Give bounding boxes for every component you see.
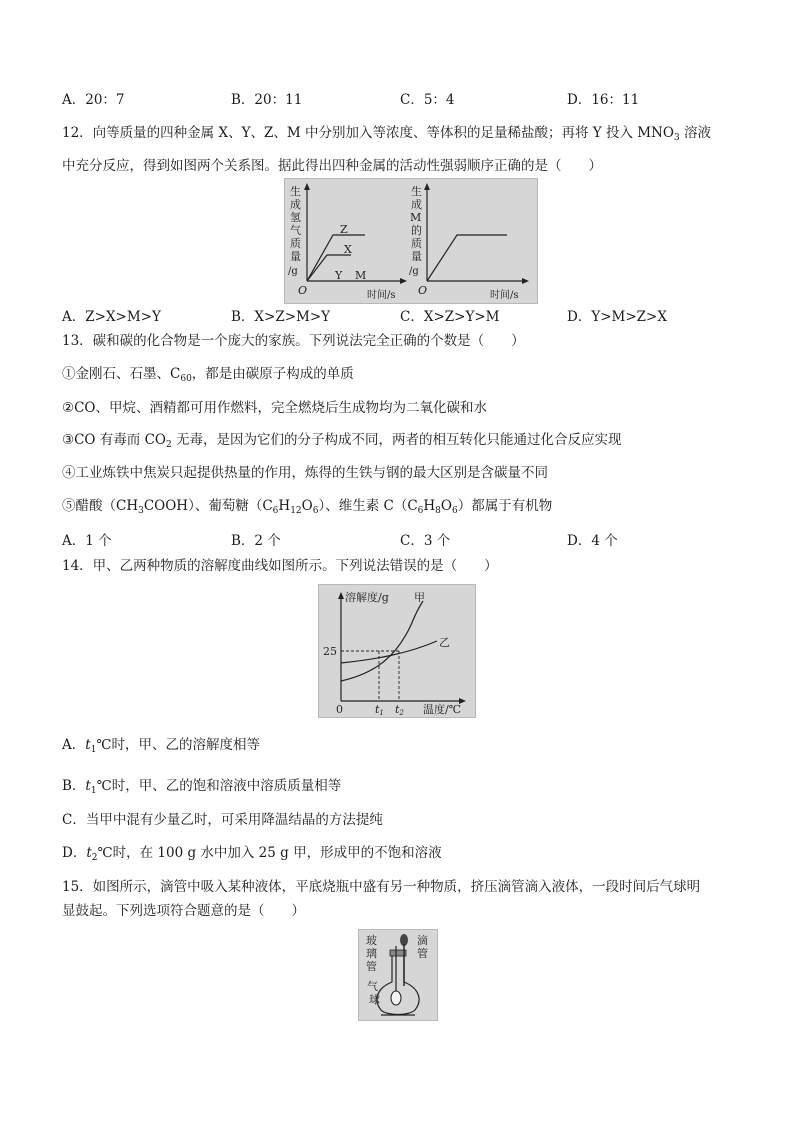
q13-s5-sub5: 6 [417, 506, 424, 516]
q12-stem-text-a: 12．向等质量的四种金属 X、Y、Z、M 中分别加入等浓度、等体积的足量稀盐酸；再将 Y 投入 MNO [62, 125, 674, 141]
q15-stem-line2: 显鼓起。下列选项符合题意的是（ ） [62, 903, 305, 919]
q13-option-c: C．3 个 [400, 533, 451, 549]
q12-left-y-arrow [304, 183, 310, 190]
q12-right-ylabel-4: 质 [411, 237, 422, 250]
q13-stem: 13．碳和碳的化合物是一个庞大的家族。下列说法完全正确的个数是（ ） [62, 333, 525, 349]
q13-statement-4: ④工业炼铁中焦炭只起提供热量的作用，炼得的生铁与钢的最大区别是含碳量不同 [62, 465, 548, 481]
q15-label-dropper-1: 管 [417, 947, 428, 960]
q13-s1-sub: 60 [180, 374, 192, 384]
q13-s5-sub2: 6 [272, 506, 279, 516]
q12-right-y-arrow [424, 183, 430, 190]
q13-s3-text-a: ③CO 有毒而 CO [62, 432, 166, 448]
q15-stem-line1: 15．如图所示，滴管中吸入某种液体，平底烧瓶中盛有另一种物质，挤压滴管滴入液体，一段时间后气球明 [62, 879, 701, 895]
q13-s3-text-b: 无毒，是因为它们的分子构成不同，两者的相互转化只能通过化合反应实现 [171, 432, 622, 448]
q12-right-chart [409, 183, 529, 301]
q14-b-t: t [85, 778, 91, 794]
q14-xlabel: 温度/℃ [423, 703, 462, 716]
q12-stem-sub: 3 [673, 133, 680, 143]
q14-b-sub: 1 [90, 786, 97, 796]
q14-option-c: C．当甲中混有少量乙时，可采用降温结晶的方法提纯 [62, 812, 383, 828]
q15-label-glass-0: 玻 [366, 934, 377, 947]
q12-line-m [427, 235, 507, 281]
q13-statement-5 [62, 496, 552, 521]
q14-a-t: t [85, 737, 91, 753]
q13-s5-g: O [440, 498, 452, 514]
q14-origin: 0 [336, 703, 343, 716]
q12-left-ylabel-6: /g [288, 266, 298, 277]
q13-s5-c: H [278, 498, 291, 514]
q12-left-xlabel: 时间/s [367, 290, 396, 301]
q13-s5-sub6: 8 [435, 506, 441, 516]
q12-label-m: M [355, 269, 367, 282]
q14-a-sub: 1 [90, 745, 97, 755]
q11-option-b: B．20：11 [231, 92, 303, 108]
q12-stem-text-b: 溶液 [679, 125, 712, 141]
q12-stem-line1 [62, 123, 711, 148]
q13-s5-sub4: 6 [312, 506, 319, 516]
q12-option-b: B．X>Z>M>Y [231, 309, 331, 325]
q15-label-glass-1: 璃 [366, 947, 377, 960]
q11-option-a: A．20：7 [62, 92, 125, 108]
q14-t1: t1 [375, 703, 384, 717]
q14-y-25: 25 [323, 645, 337, 658]
q14-d-sub: 2 [91, 853, 98, 863]
q12-left-chart [288, 183, 407, 301]
q13-s5-e: ）、维生素 C（C [318, 498, 418, 514]
q14-figure [318, 584, 476, 718]
q15-label-dropper-0: 滴 [417, 934, 428, 947]
q12-option-d: D．Y>M>Z>X [567, 309, 667, 325]
q14-option-b [62, 776, 341, 801]
q13-option-d: D．4 个 [567, 533, 618, 549]
q12-label-z: Z [340, 223, 348, 236]
q13-s3-sub: 2 [165, 440, 172, 450]
q14-curve-yi [341, 641, 437, 663]
q11-option-c: C．5：4 [400, 92, 455, 108]
q14-curve-jia [341, 601, 423, 681]
q14-d-label: D． [62, 845, 87, 861]
q12-line-x [307, 255, 351, 281]
q12-left-ylabel-3: 气 [290, 224, 301, 237]
q12-left-ylabel-0: 生 [290, 185, 301, 198]
q12-right-ylabel-2: M [410, 211, 422, 224]
q12-right-ylabel-5: 量 [411, 250, 422, 263]
q13-s5-a: ⑤醋酸（CH [62, 498, 139, 514]
q12-right-ylabel-1: 成 [411, 198, 422, 211]
q14-ylabel: 溶解度/g [345, 591, 389, 604]
q12-option-c: C．X>Z>Y>M [400, 309, 500, 325]
q12-left-ylabel-5: 量 [290, 250, 301, 263]
q14-option-d [62, 843, 442, 868]
q13-s5-sub1: 3 [138, 506, 144, 516]
q14-stem: 14．甲、乙两种物质的溶解度曲线如图所示。下列说法错误的是（ ） [62, 558, 498, 574]
q14-b-text: ℃时，甲、乙的饱和溶液中溶质质量相等 [96, 778, 342, 794]
q11-option-d: D．16：11 [567, 92, 640, 108]
q15-figure [358, 929, 438, 1021]
q12-stem-line2: 中充分反应，得到如图两个关系图。据此得出四种金属的活动性强弱顺序正确的是（ ） [62, 158, 602, 174]
q12-right-ylabel-3: 的 [411, 224, 422, 237]
q13-s5-sub7: 6 [451, 506, 458, 516]
q12-right-x-arrow [522, 278, 529, 284]
q12-right-ylabel-6: /g [409, 266, 419, 277]
q12-left-x-arrow [400, 278, 407, 284]
q12-label-x: X [344, 243, 352, 256]
q13-s5-h: ）都属于有机物 [457, 498, 553, 514]
q15-balloon [391, 991, 401, 1005]
q15-label-balloon-0: 气 [367, 980, 378, 993]
q14-a-text: ℃时，甲、乙的溶解度相等 [96, 737, 261, 753]
q14-option-a [62, 735, 260, 760]
q15-flask [377, 952, 419, 1015]
q12-figure-svg [285, 179, 537, 303]
q12-left-origin: O [298, 284, 308, 297]
q14-d-t: t [86, 845, 92, 861]
q14-d-text: ℃时，在 100 g 水中加入 25 g 甲，形成甲的不饱和溶液 [97, 845, 442, 861]
q12-option-a: A．Z>X>M>Y [62, 309, 161, 325]
q13-statement-1 [62, 364, 354, 389]
q15-label-balloon-1: 球 [369, 993, 380, 1006]
q13-s5-sub3: 12 [290, 506, 302, 516]
q14-figure-svg [319, 585, 475, 717]
q12-left-ylabel-1: 成 [290, 198, 301, 211]
q12-left-ylabel-4: 质 [290, 237, 301, 250]
q13-s1-text-b: ，都是由碳原子构成的单质 [191, 366, 354, 382]
q14-y-arrow [338, 592, 344, 599]
q15-label-glass-2: 管 [366, 960, 377, 973]
q12-right-ylabel-0: 生 [411, 185, 422, 198]
q13-s5-b: COOH）、葡萄糖（C [143, 498, 273, 514]
q14-label-yi: 乙 [439, 636, 450, 649]
q13-option-a: A．1 个 [62, 533, 112, 549]
q13-statement-3 [62, 430, 622, 455]
q13-statement-2: ②CO、甲烷、酒精都可用作燃料，完全燃烧后生成物均为二氧化碳和水 [62, 400, 487, 416]
q14-t2: t2 [395, 703, 404, 717]
q12-right-xlabel: 时间/s [490, 290, 519, 301]
q12-label-y: Y [335, 269, 343, 282]
q13-option-b: B．2 个 [231, 533, 281, 549]
q12-right-origin: O [418, 284, 428, 297]
q12-figure [284, 178, 538, 304]
q13-s5-f: H [423, 498, 436, 514]
q12-left-ylabel-2: 氢 [290, 211, 301, 224]
q15-figure-svg [359, 930, 437, 1020]
q14-b-label: B． [62, 778, 86, 794]
q14-label-jia: 甲 [414, 591, 425, 604]
q13-s5-d: O [301, 498, 313, 514]
q14-a-label: A． [62, 737, 86, 753]
q13-s1-text-a: ①金刚石、石墨、C [62, 366, 181, 382]
